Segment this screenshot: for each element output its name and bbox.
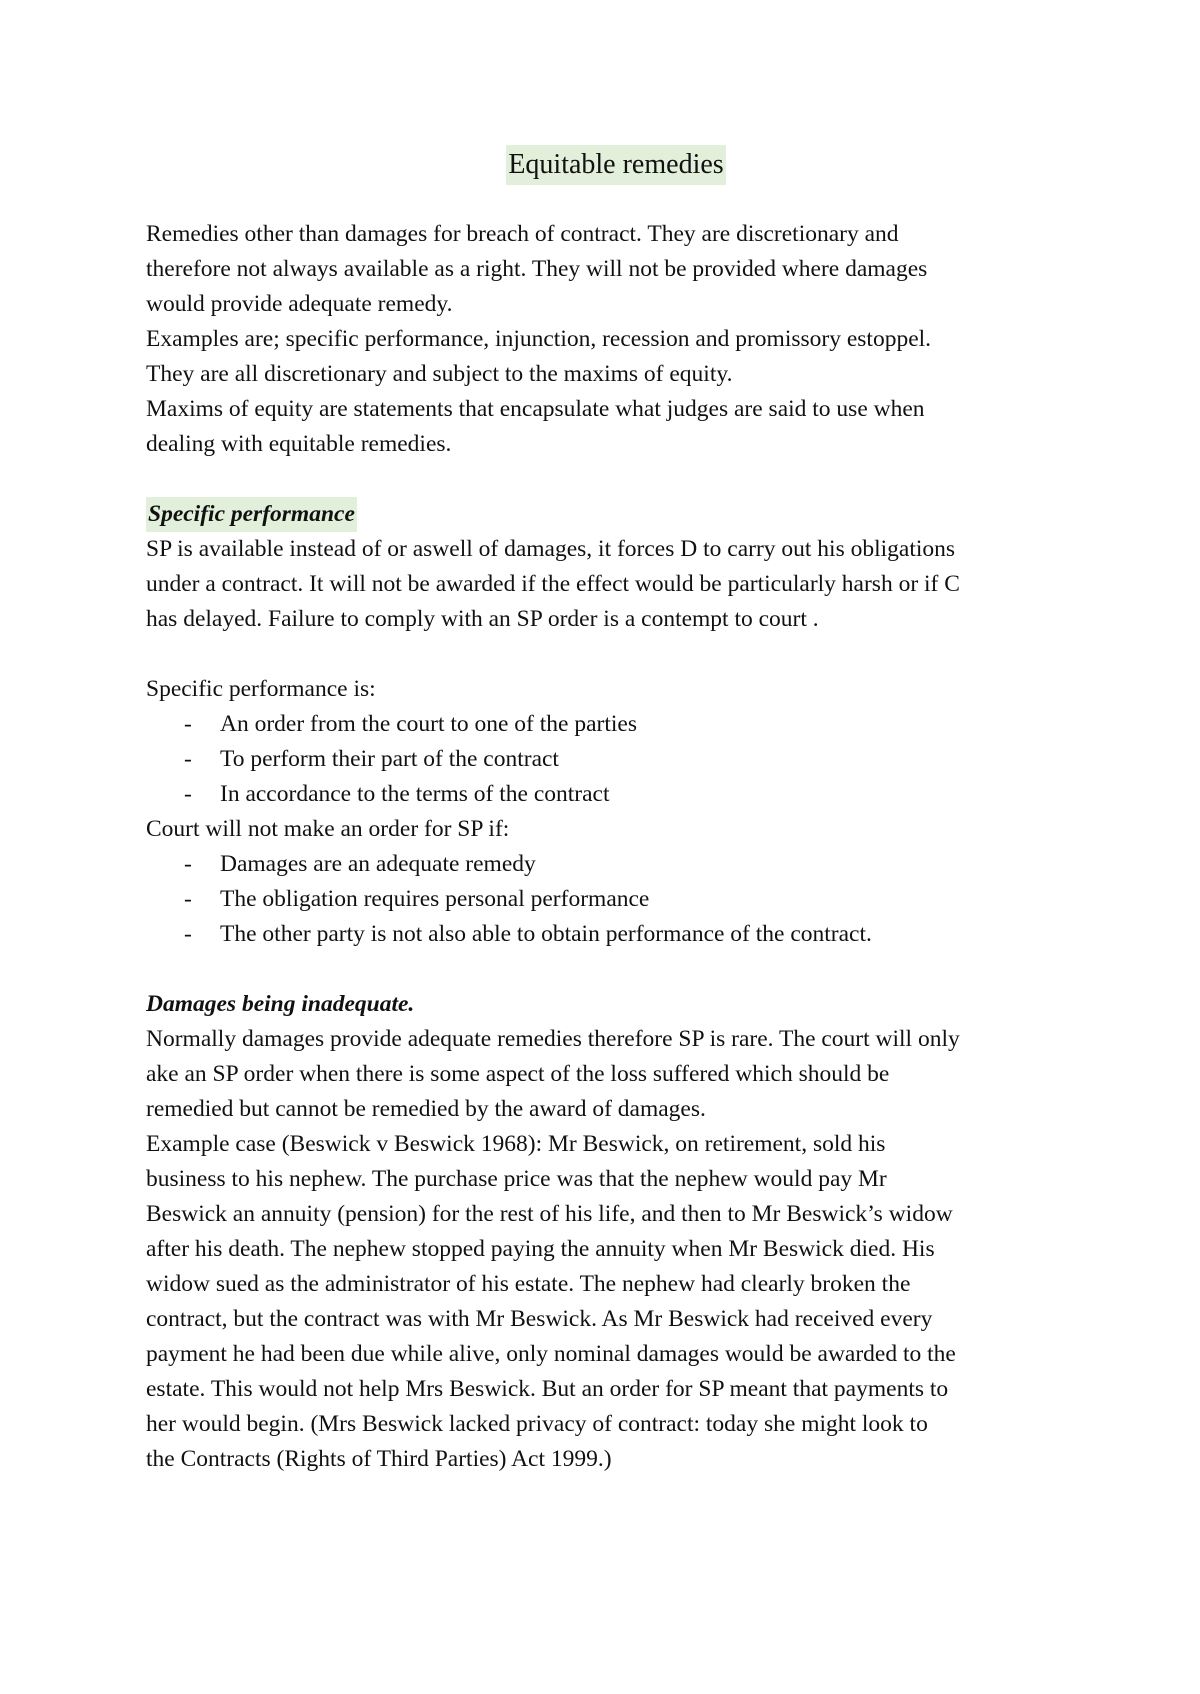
- dash-bullet: -: [184, 781, 192, 807]
- damages-body-line: payment he had been due while alive, only nominal damages would be awarded to the: [146, 1341, 956, 1367]
- dash-bullet: -: [184, 921, 192, 947]
- list-item: [146, 847, 1086, 882]
- document-content: [146, 145, 1086, 1477]
- intro-line: Maxims of equity are statements that encapsulate what judges are said to use when: [146, 396, 925, 422]
- list-item-text: To perform their part of the contract: [220, 746, 559, 772]
- list-item-text: The other party is not also able to obtain performance of the contract.: [220, 921, 872, 947]
- damages-body-line: after his death. The nephew stopped paying the annuity when Mr Beswick died. His: [146, 1236, 935, 1262]
- section-heading-specific-performance: Specific performance: [146, 497, 357, 532]
- sp-is-list: [146, 707, 1086, 812]
- damages-body-line: estate. This would not help Mrs Beswick. But an order for SP meant that payments to: [146, 1376, 949, 1402]
- list-item: [146, 742, 1086, 777]
- damages-body-line: her would begin. (Mrs Beswick lacked privacy of contract: today she might look to: [146, 1411, 928, 1437]
- intro-line: Remedies other than damages for breach of contract. They are discretionary and: [146, 221, 899, 247]
- spacer: [146, 462, 1086, 497]
- specific-performance-section: [146, 497, 1086, 952]
- damages-body-line: remedied but cannot be remedied by the award of damages.: [146, 1096, 706, 1122]
- list-item: [146, 707, 1086, 742]
- sp-is-label: Specific performance is:: [146, 676, 376, 702]
- sp-body-line: under a contract. It will not be awarded if the effect would be particularly harsh or if C: [146, 571, 960, 597]
- list-item-text: Damages are an adequate remedy: [220, 851, 536, 877]
- intro-paragraph: [146, 217, 1086, 462]
- damages-body-line: contract, but the contract was with Mr Beswick. As Mr Beswick had received every: [146, 1306, 933, 1332]
- page-title: Equitable remedies: [506, 145, 725, 185]
- section-heading-damages-inadequate: Damages being inadequate.: [146, 991, 415, 1017]
- list-item-text: In accordance to the terms of the contract: [220, 781, 610, 807]
- list-item-text: The obligation requires personal performance: [220, 886, 650, 912]
- dash-bullet: -: [184, 851, 192, 877]
- list-item: [146, 917, 1086, 952]
- list-item-text: An order from the court to one of the parties: [220, 711, 637, 737]
- intro-line: Examples are; specific performance, injunction, recession and promissory estoppel.: [146, 326, 932, 352]
- dash-bullet: -: [184, 886, 192, 912]
- intro-line: They are all discretionary and subject to the maxims of equity.: [146, 361, 733, 387]
- damages-body-line: widow sued as the administrator of his estate. The nephew had clearly broken the: [146, 1271, 911, 1297]
- damages-body-line: Beswick an annuity (pension) for the rest of his life, and then to Mr Beswick’s widow: [146, 1201, 953, 1227]
- title-row: [146, 145, 1086, 185]
- sp-body-line: SP is available instead of or aswell of damages, it forces D to carry out his obligations: [146, 536, 956, 562]
- sp-body-line: has delayed. Failure to comply with an SP order is a contempt to court .: [146, 606, 819, 632]
- sp-not-list: [146, 847, 1086, 952]
- list-item: [146, 777, 1086, 812]
- dash-bullet: -: [184, 746, 192, 772]
- damages-body-line: Normally damages provide adequate remedies therefore SP is rare. The court will only: [146, 1026, 960, 1052]
- spacer: [146, 952, 1086, 987]
- damages-body-line: the Contracts (Rights of Third Parties) Act 1999.): [146, 1446, 612, 1472]
- dash-bullet: -: [184, 711, 192, 737]
- damages-body-line: business to his nephew. The purchase price was that the nephew would pay Mr: [146, 1166, 887, 1192]
- intro-line: dealing with equitable remedies.: [146, 431, 452, 457]
- sp-not-label: Court will not make an order for SP if:: [146, 816, 510, 842]
- damages-body-line: Example case (Beswick v Beswick 1968): Mr Beswick, on retirement, sold his: [146, 1131, 886, 1157]
- spacer: [146, 637, 1086, 672]
- intro-line: would provide adequate remedy.: [146, 291, 453, 317]
- intro-line: therefore not always available as a right. They will not be provided where damages: [146, 256, 928, 282]
- damages-body-line: ake an SP order when there is some aspect of the loss suffered which should be: [146, 1061, 890, 1087]
- list-item: [146, 882, 1086, 917]
- damages-inadequate-section: [146, 987, 1086, 1477]
